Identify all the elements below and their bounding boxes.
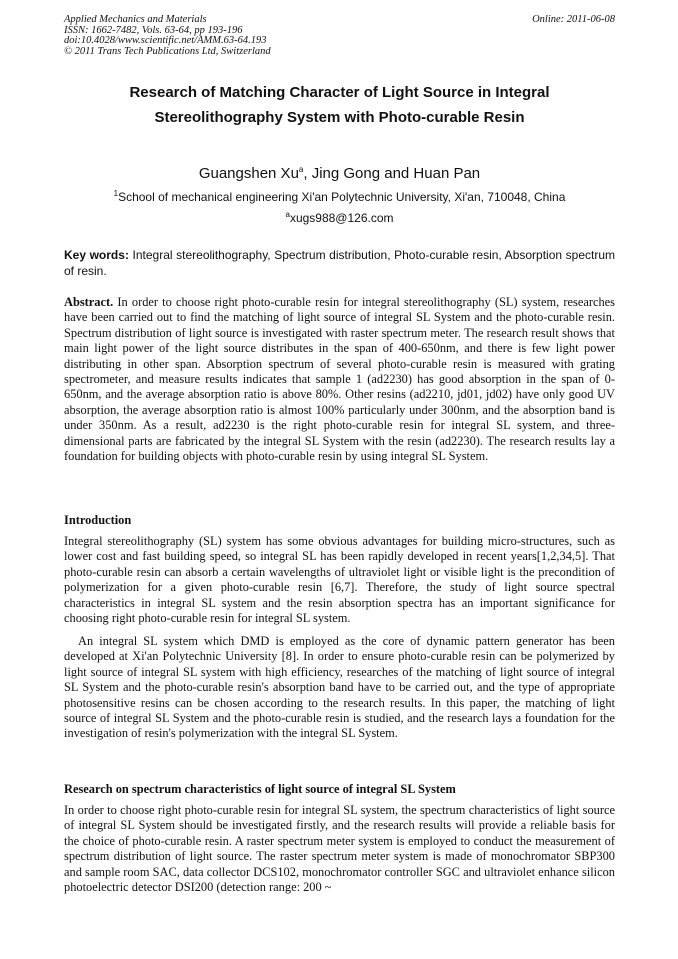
email-text: xugs988@126.com: [289, 211, 394, 225]
affiliation-text: School of mechanical engineering Xi'an Polytechnic University, Xi'an, 710048, China: [118, 190, 566, 204]
research-section-heading: Research on spectrum characteristics of light source of integral SL System: [64, 782, 456, 796]
abstract-label: Abstract.: [64, 295, 114, 309]
email-sup: a: [285, 210, 290, 219]
introduction-paragraph-1: Integral stereolithography (SL) system has some obvious advantages for building micro-structures, such as lower cost and fast building speed, so integral SL has been rapidly developed in recent years[1,2,34,5]. That photo-curable resin can absorb a certain wavelengths of ultraviolet light or visible light is the precondition of polymerization for a given photo-curable resin [6,7]. Therefore, the study of light source spectral characteristics in integral SL system and the resin absorption spectra has an important significance for choosing right photo-curable resin for integral SL system.: [64, 534, 615, 626]
introduction-paragraph-2: An integral SL system which DMD is employed as the core of dynamic pattern generator has been developed at Xi'an Polytechnic University [8]. In order to ensure photo-curable resin can be polymerized by light source of integral SL system with high efficiency, researches of the matching of light source of integral SL System and the photo-curable resin's absorption band have to be carried out, and the type of appropriate photosensitive resins can be chosen according to the research results. In this paper, the matching of light source of integral SL System and the photo-curable resin is studied, and the research lays a foundation for the investigation of resin's polymerization with the integral SL System.: [64, 634, 615, 741]
paper-title: [64, 80, 615, 130]
doi-line: doi:10.4028/www.scientific.net/AMM.63-64.193: [64, 35, 267, 46]
title-line-2: Stereolithography System with Photo-curable Resin: [154, 109, 525, 126]
research-paragraph-1: In order to choose right photo-curable resin for integral SL system, the spectrum characteristics of light source of integral SL System should be investigated firstly, and the research results will provide a reliable basis for the choice of photo-curable resin. A raster spectrum meter system is employed to conduct the measurement of spectrum distribution of light source. The raster spectrum meter system is made of monochromator SBP300 and sample room SAC, data collector DCS102, monochromator controller SGC and ultraviolet enhance silicon photoelectric detector DSI200 (detection range: 200 ~: [64, 803, 615, 895]
author-first: Guangshen Xu: [198, 165, 299, 182]
abstract: [64, 295, 615, 464]
introduction-heading: Introduction: [64, 513, 132, 527]
affiliation: [64, 189, 615, 205]
affiliation-sup: 1: [113, 189, 119, 198]
title-line-1: Research of Matching Character of Light Source in Integral: [129, 84, 550, 101]
author-email: [64, 210, 615, 226]
journal-header: [64, 15, 615, 57]
keywords-label: Key words:: [64, 248, 129, 262]
keywords-text: Integral stereolithography, Spectrum distribution, Photo-curable resin, Absorption spectrum of resin.: [64, 248, 615, 278]
journal-name: Applied Mechanics and Materials: [64, 14, 207, 25]
issn-line: ISSN: 1662-7482, Vols. 63-64, pp 193-196: [64, 24, 243, 36]
keywords: [64, 247, 615, 279]
copyright-line: © 2011 Trans Tech Publications Ltd, Switzerland: [64, 45, 271, 57]
author-list: [64, 164, 615, 184]
author-rest: , Jing Gong and Huan Pan: [303, 165, 481, 182]
online-date: Online: 2011-06-08: [532, 14, 615, 25]
author-first-sup: a: [298, 165, 304, 174]
abstract-text: In order to choose right photo-curable resin for integral stereolithography (SL) system, researches have been carried out to find the matching of light source of integral SL System and the photo-curable resin. Spectrum distribution of light source is investigated with raster spectrum meter. The research result shows that main light power of the light source distributes in the span of 400-650nm, and there is few light power distributing in other span. Absorption spectrum of several photo-curable resin is measured with grating spectrometer, and measure results indicates that sample 1 (ad2230) has good absorption in the span of 0-650nm, and the average absorption ratio is above 80%. Other resins (ad2210, jd01, jd02) have only good UV absorption, the average absorption ratio is almost 100% particularly under 300nm, and the absorption band is under 350nm. As a result, ad2230 is the right photo-curable resin for integral SL system, and three-dimensional parts are fabricated by the integral SL System with the resin (ad2230). The research results lay a foundation for building objects with photo-curable resin by using integral SL System.: [64, 295, 615, 464]
